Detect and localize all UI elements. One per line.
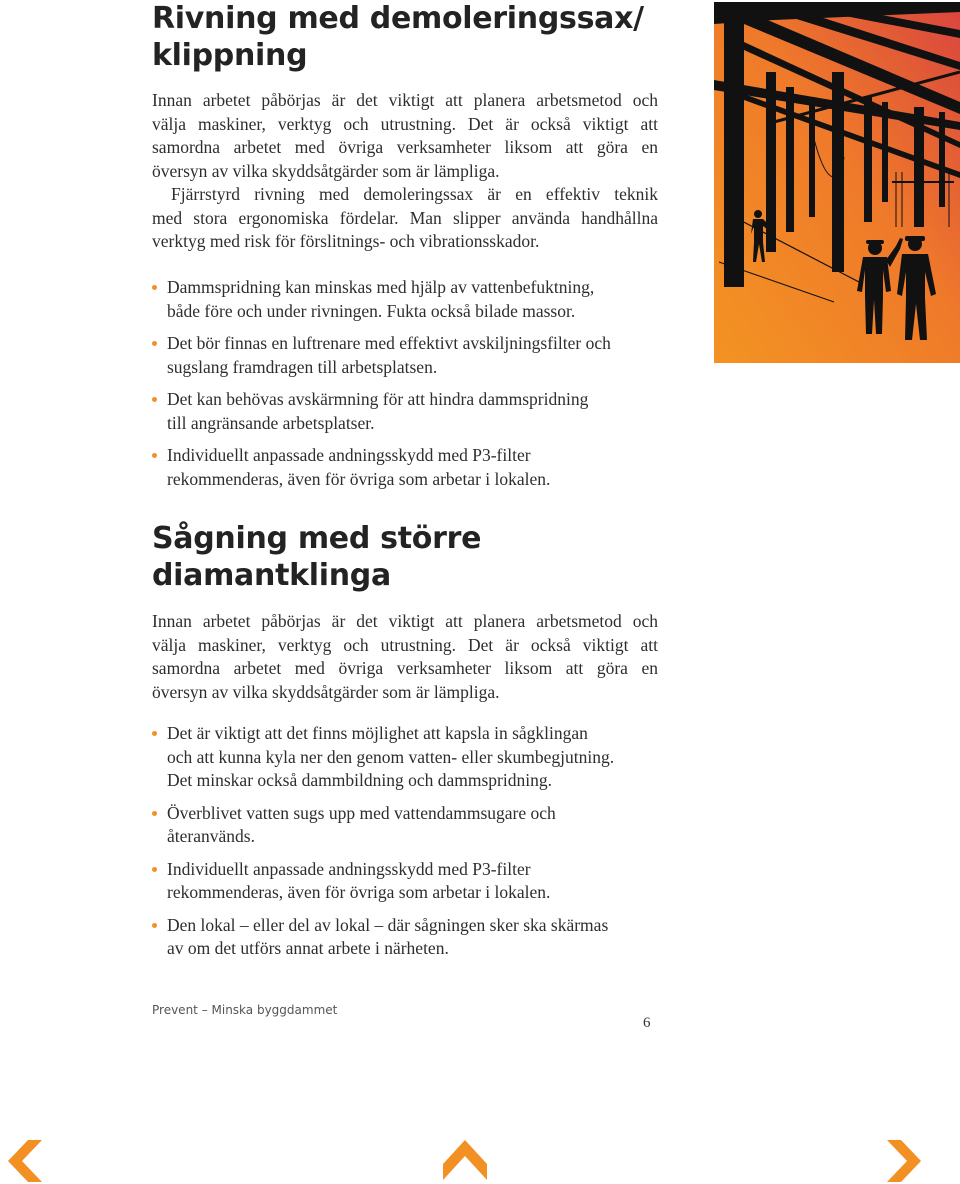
text-line: samordna arbetet med övriga verksamheter liksom att göra en <box>152 658 658 678</box>
bullet-dot-icon <box>152 867 157 872</box>
text-line: Det kan behövas avskärmning för att hindra dammspridning <box>167 389 589 409</box>
text-line: översyn av vilka skyddsåtgärder som är lämpliga. <box>152 681 500 702</box>
construction-site-illustration <box>714 2 960 363</box>
bullet-dot-icon <box>152 397 157 402</box>
heading-line: klippning <box>152 38 308 73</box>
bullet-dot-icon <box>152 453 157 458</box>
section-heading-sawing <box>152 520 481 594</box>
text-line: välja maskiner, verktyg och utrustning. Det är också viktigt att <box>152 113 658 134</box>
text-line: Innan arbetet påbörjas är det viktigt att planera arbetsmetod och <box>152 90 658 110</box>
text-line: Det är viktigt att det finns möjlighet att kapsla in sågklingan <box>167 723 588 743</box>
text-line: Den lokal – eller del av lokal – där sågningen sker ska skärmas <box>167 914 609 935</box>
bullet-item <box>152 444 672 491</box>
chevron-right-icon[interactable] <box>885 1140 923 1182</box>
intro-paragraph <box>152 610 658 704</box>
text-line: och att kunna kyla ner den genom vatten- eller skumbegjutning. <box>167 746 615 767</box>
bullet-item <box>152 388 672 435</box>
chevron-up-icon[interactable] <box>443 1140 487 1180</box>
text-line: Det bör finnas en luftrenare med effektivt avskiljningsfilter och <box>167 333 611 353</box>
text-line: Dammspridning kan minskas med hjälp av vattenbefuktning, <box>167 277 595 297</box>
bullet-item <box>152 802 672 849</box>
footer-title: Prevent – Minska byggdammet <box>152 1003 338 1017</box>
bullet-dot-icon <box>152 341 157 346</box>
bullet-dot-icon <box>152 811 157 816</box>
bullet-item <box>152 276 672 323</box>
text-line: Individuellt anpassade andningsskydd med P3-filter <box>167 858 531 879</box>
bullet-item <box>152 858 672 905</box>
remote-demolition-paragraph <box>152 183 658 254</box>
chevron-left-icon[interactable] <box>6 1140 44 1182</box>
text-line: rekommenderas, även för övriga som arbetar i lokalen. <box>167 468 551 489</box>
heading-line: diamantklinga <box>152 558 391 593</box>
text-line: översyn av vilka skyddsåtgärder som är lämpliga. <box>152 160 500 181</box>
heading-line: Sågning med större <box>152 521 482 556</box>
text-line: återanvänds. <box>167 826 255 846</box>
text-line: Överblivet vatten sugs upp med vattendammsugare och <box>167 802 556 823</box>
text-line: verktyg med risk för förslitnings- och vibrationsskador. <box>152 231 540 251</box>
bullet-item <box>152 332 672 379</box>
text-line: både före och under rivningen. Fukta också bilade massor. <box>167 300 576 321</box>
sawing-bullet-list <box>152 722 672 961</box>
text-line: med stora ergonomiska fördelar. Man slipper använda handhållna <box>152 207 658 228</box>
text-line: av om det utförs annat arbete i närheten. <box>167 938 449 958</box>
text-line: Innan arbetet påbörjas är det viktigt att planera arbetsmetod och <box>152 611 658 631</box>
bullet-dot-icon <box>152 923 157 928</box>
text-line: sugslang framdragen till arbetsplatsen. <box>167 356 438 377</box>
text-line: Fjärrstyrd rivning med demoleringssax är en effektiv teknik <box>171 184 658 204</box>
heading-line: Rivning med demoleringssax/ <box>152 1 644 36</box>
demolition-bullet-list <box>152 276 672 491</box>
text-line: Det minskar också dammbildning och dammspridning. <box>167 770 552 790</box>
bullet-dot-icon <box>152 731 157 736</box>
intro-paragraph <box>152 89 658 183</box>
bullet-item <box>152 722 672 793</box>
text-line: Individuellt anpassade andningsskydd med P3-filter <box>167 445 531 465</box>
text-line: välja maskiner, verktyg och utrustning. Det är också viktigt att <box>152 634 658 655</box>
section-heading-demolition <box>152 0 644 74</box>
page-number: 6 <box>643 1015 651 1031</box>
text-line: rekommenderas, även för övriga som arbetar i lokalen. <box>167 882 551 902</box>
text-line: samordna arbetet med övriga verksamheter liksom att göra en <box>152 137 658 157</box>
bullet-dot-icon <box>152 285 157 290</box>
bullet-item <box>152 914 672 961</box>
text-line: till angränsande arbetsplatser. <box>167 412 375 433</box>
